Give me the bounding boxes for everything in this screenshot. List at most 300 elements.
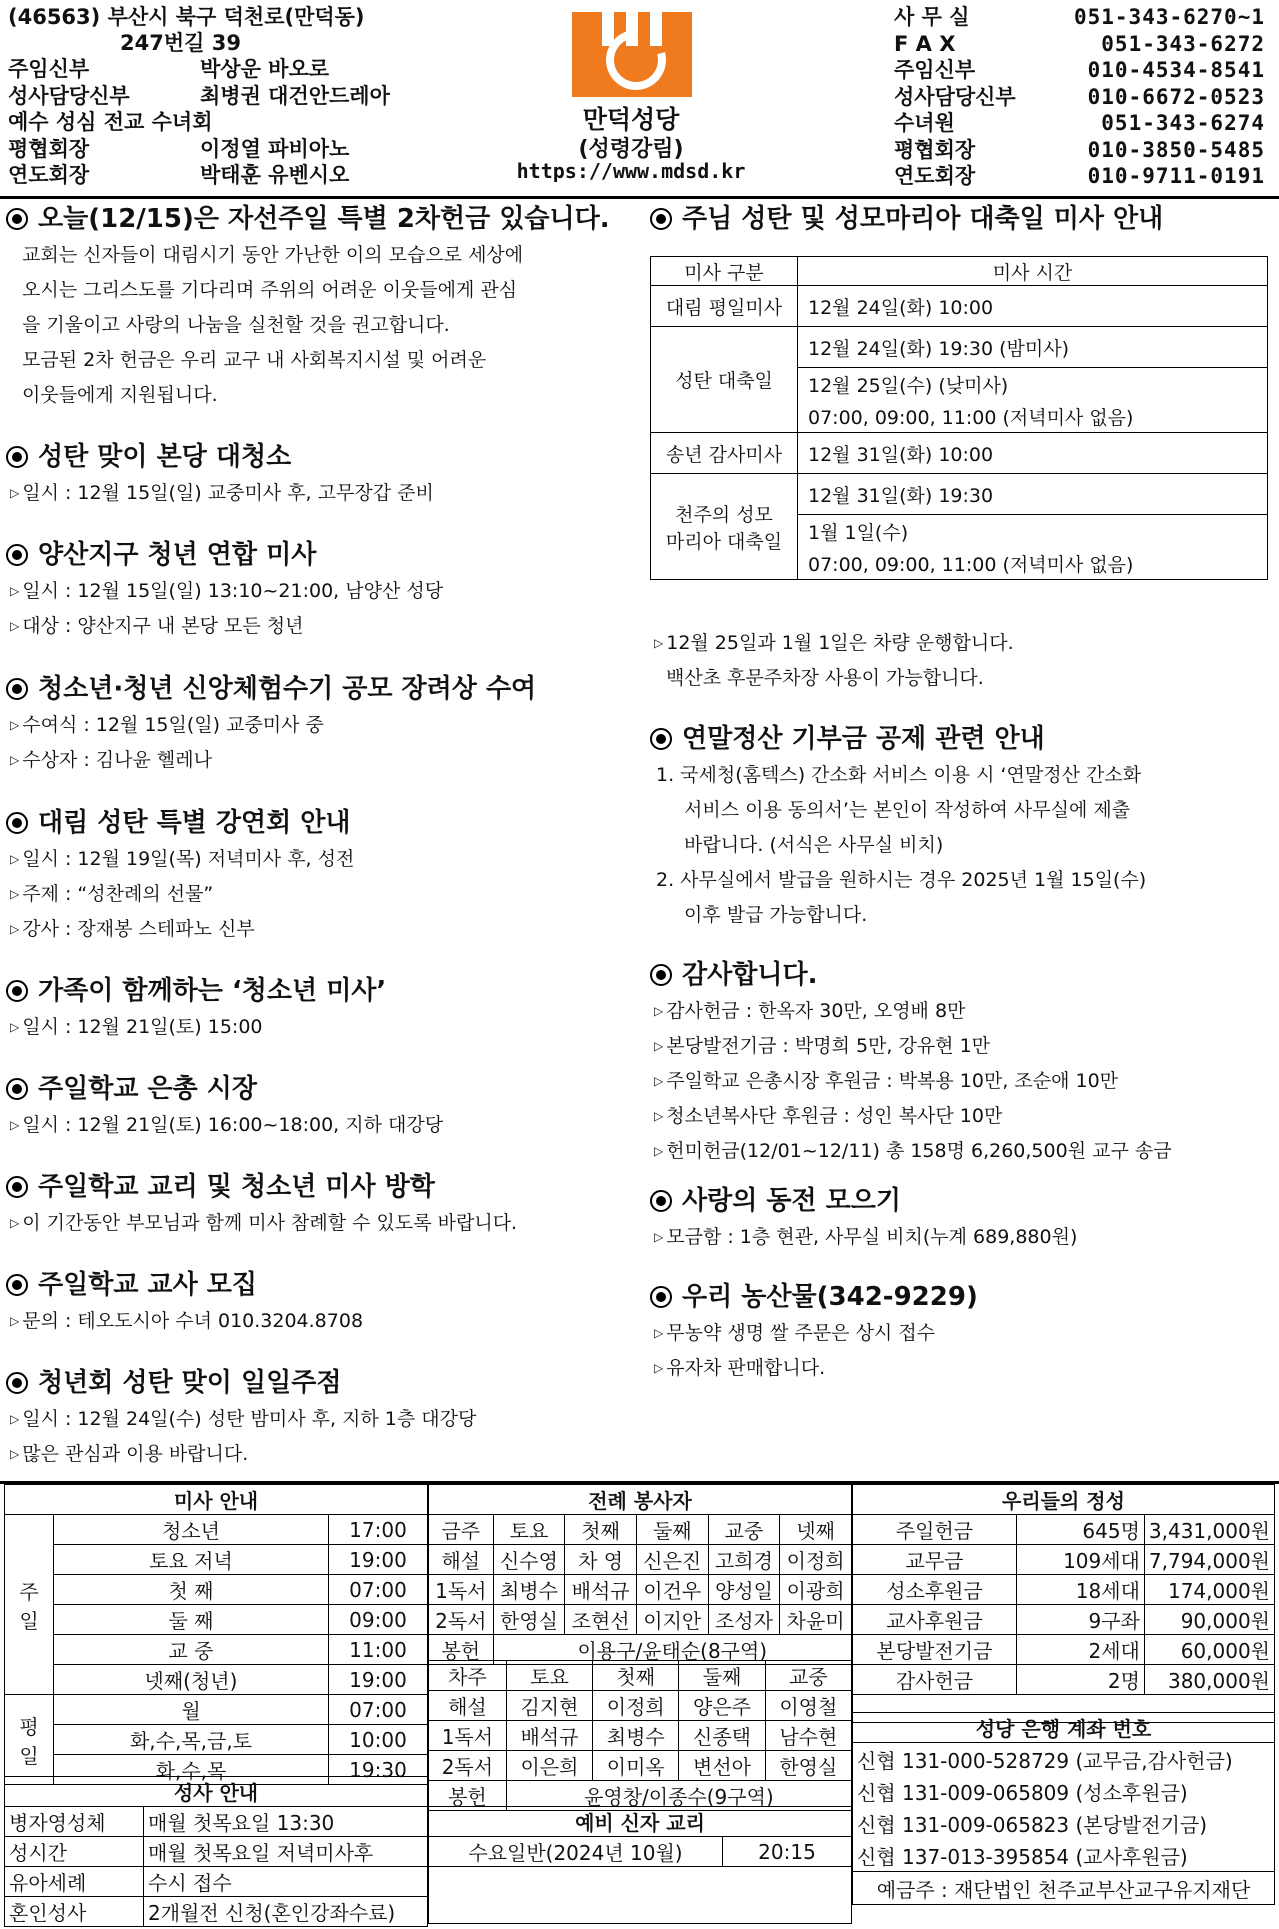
- servers-cell: 조성자: [708, 1605, 780, 1635]
- header-role-name: 박태훈 유벤시오: [200, 163, 350, 187]
- notice-section: [0, 1364, 476, 1472]
- servers-cell: 1독서: [429, 1575, 494, 1605]
- triangle-icon: ▷: [10, 584, 20, 598]
- mass-time: 12월 31일(화) 19:30: [798, 474, 1268, 515]
- triangle-icon: ▷: [10, 852, 20, 866]
- offering-count: 109세대: [1016, 1545, 1144, 1575]
- catechumen-table: [428, 1806, 852, 1924]
- section-item: [0, 877, 354, 912]
- section-title-text: 주님 성탄 및 성모마리아 대축일 미사 안내: [682, 204, 1164, 234]
- section-item: 바랍니다. (서식은 사무실 비치): [684, 834, 944, 856]
- bullet-icon: [6, 446, 28, 468]
- mass-name: 둘 째: [54, 1605, 329, 1635]
- section-item-text: 일시 : 12월 21일(토) 16:00~18:00, 지하 대강당: [22, 1114, 444, 1136]
- triangle-icon: ▷: [654, 1144, 664, 1158]
- servers-header: 첫째: [565, 1515, 637, 1545]
- address-line-2: 247번길 39: [120, 31, 241, 55]
- mass-time: 09:00: [329, 1605, 428, 1635]
- notice-section: [644, 956, 1172, 1169]
- section-item: [644, 994, 1172, 1029]
- contact-label: 주임신부: [894, 58, 976, 82]
- section-item: [0, 708, 536, 743]
- mass-time: 19:00: [329, 1665, 428, 1695]
- section-title-text: 대림 성탄 특별 강연회 안내: [38, 808, 351, 838]
- triangle-icon: ▷: [10, 1447, 20, 1461]
- section-title-text: 양산지구 청년 연합 미사: [38, 540, 317, 570]
- servers-header: 첫째: [593, 1661, 679, 1691]
- section-item-text: 일시 : 12월 15일(일) 13:10~21:00, 남양산 성당: [22, 580, 444, 602]
- section-title-text: 연말정산 기부금 공제 관련 안내: [682, 724, 1045, 754]
- notice-section: [0, 1266, 363, 1339]
- sacrament-detail: 수시 접수: [144, 1867, 428, 1897]
- contact-phone: 051-343-6270~1: [1073, 5, 1265, 29]
- header-role-label: 성사담당신부: [8, 83, 130, 108]
- table-title: 예비 신자 교리: [429, 1807, 852, 1837]
- triangle-icon: ▷: [10, 619, 20, 633]
- header-divider: [0, 196, 1279, 199]
- section-item: [644, 1099, 1172, 1134]
- section-item: [0, 842, 354, 877]
- servers-cell: 변선아: [679, 1751, 765, 1781]
- section-item-text: 12월 25일과 1월 1일은 차량 운행합니다.: [666, 632, 1014, 654]
- header-role-label: 주임신부: [8, 57, 90, 81]
- section-item-text: 일시 : 12월 15일(일) 교중미사 후, 고무장갑 준비: [22, 482, 434, 504]
- section-paragraph-line: 을 기울이고 사랑의 나눔을 실천할 것을 권고합니다.: [22, 314, 450, 336]
- section-paragraph-line: 백산초 후문주차장 사용이 가능합니다.: [666, 667, 984, 689]
- section-item: [0, 1108, 443, 1143]
- notice-section: [644, 1278, 978, 1386]
- section-item-text: 강사 : 장재봉 스테파노 신부: [22, 918, 255, 940]
- section-item-text: 무농약 생명 쌀 주문은 상시 접수: [666, 1322, 936, 1344]
- bullet-icon: [6, 208, 28, 230]
- section-title: [0, 1266, 363, 1304]
- triangle-icon: ▷: [10, 887, 20, 901]
- mass-name: 첫 째: [54, 1575, 329, 1605]
- contact-label: 연도회장: [894, 164, 976, 188]
- offering-count: 18세대: [1016, 1575, 1144, 1605]
- mass-name: 월: [54, 1695, 329, 1725]
- contact-label: F A X: [894, 31, 956, 56]
- section-item: 2. 사무실에서 발급을 원하시는 경우 2025년 1월 15일(수): [656, 869, 1147, 891]
- section-title: [0, 1364, 476, 1402]
- section-title: [0, 1168, 517, 1206]
- section-item: [0, 1402, 476, 1437]
- triangle-icon: ▷: [10, 922, 20, 936]
- church-subtitle: (성령강림): [578, 137, 684, 162]
- section-item: [0, 1304, 363, 1339]
- bottom-tables: [0, 1481, 1279, 1929]
- header-role-label: 연도회장: [8, 163, 90, 187]
- mass-time: 19:30: [329, 1755, 428, 1785]
- section-title-text: 주일학교 은총 시장: [38, 1074, 258, 1104]
- servers-header: 토요: [493, 1515, 565, 1545]
- section-item: [644, 1064, 1172, 1099]
- mass-name: 화,수,목: [54, 1755, 329, 1785]
- section-paragraph-line: 이웃들에게 지원됩니다.: [22, 384, 218, 406]
- mass-time: 17:00: [329, 1515, 428, 1545]
- offering-count: 2세대: [1016, 1635, 1144, 1665]
- mass-time: 12월 24일(화) 19:30 (밤미사): [798, 327, 1268, 368]
- bank-account: 신협 131-009-065823 (본당발전기금): [853, 1807, 1275, 1839]
- offering-count: 645명: [1016, 1515, 1144, 1545]
- servers-cell: 1독서: [429, 1721, 507, 1751]
- section-item: 이후 발급 가능합니다.: [684, 904, 868, 926]
- mass-kind: [651, 433, 798, 474]
- bullet-icon: [650, 728, 672, 750]
- table-title: 우리들의 정성: [853, 1485, 1275, 1515]
- section-item: [0, 1437, 476, 1472]
- section-item-text: 일시 : 12월 21일(토) 15:00: [22, 1016, 263, 1038]
- mass-kind: [651, 327, 798, 433]
- mass-name: 교 중: [54, 1635, 329, 1665]
- servers-cell: 차윤미: [780, 1605, 852, 1635]
- contact-label: 사 무 실: [894, 5, 970, 29]
- servers-cell: 김지현: [506, 1691, 592, 1721]
- section-title: [644, 1182, 1077, 1220]
- section-item-text: 청소년복사단 후원금 : 성인 복사단 10만: [666, 1105, 1003, 1127]
- table-header: 미사 시간: [798, 257, 1268, 286]
- mass-name: 토요 저녁: [54, 1545, 329, 1575]
- section-item-text: 본당발전기금 : 박명희 5만, 강유현 1만: [666, 1035, 991, 1057]
- bank-account: 신협 131-009-065809 (성소후원금): [853, 1775, 1275, 1807]
- servers-cell: 고희경: [708, 1545, 780, 1575]
- servers-cell: 한영실: [765, 1751, 851, 1781]
- bullet-icon: [6, 1078, 28, 1100]
- mass-schedule-table: [4, 1484, 428, 1785]
- weekday-label-char: 일: [19, 1743, 39, 1768]
- table-header: 미사 구분: [651, 257, 798, 286]
- offering-amount: 7,794,000원: [1144, 1545, 1274, 1575]
- catechumen-time: 20:15: [723, 1837, 852, 1867]
- sunday-label-char: 주: [19, 1579, 39, 1604]
- section-title: [0, 804, 354, 842]
- servers-cell: 이정희: [593, 1691, 679, 1721]
- section-item-text: 이 기간동안 부모님과 함께 미사 참례할 수 있도록 바랍니다.: [22, 1212, 518, 1234]
- triangle-icon: ▷: [654, 1326, 664, 1340]
- servers-header: 둘째: [679, 1661, 765, 1691]
- contact-label: 평협회장: [894, 137, 976, 162]
- offering-amount: 380,000원: [1144, 1665, 1274, 1695]
- notice-section: [644, 720, 1146, 933]
- section-item-text: 일시 : 12월 24일(수) 성탄 밤미사 후, 지하 1층 대강당: [22, 1408, 477, 1430]
- table-title: 미사 안내: [5, 1485, 428, 1515]
- offering-name: 성소후원금: [853, 1575, 1017, 1605]
- servers-cell: 이광희: [780, 1575, 852, 1605]
- bullet-icon: [650, 208, 672, 230]
- servers-cell: 조현선: [565, 1605, 637, 1635]
- mass-time: 07:00: [329, 1575, 428, 1605]
- offering-name: 감사헌금: [853, 1665, 1017, 1695]
- mass-time: 12월 24일(화) 10:00: [798, 286, 1268, 327]
- triangle-icon: ▷: [654, 636, 664, 650]
- servers-cell: 이건우: [636, 1575, 708, 1605]
- bank-account: 신협 131-000-528729 (교무금,감사헌금): [853, 1743, 1275, 1776]
- servers-header: 교중: [708, 1515, 780, 1545]
- section-item: [0, 1010, 386, 1045]
- offering-table: [852, 1484, 1275, 1723]
- bullet-icon: [6, 544, 28, 566]
- section-title-text: 성탄 맞이 본당 대청소: [38, 442, 292, 472]
- triangle-icon: ▷: [654, 1361, 664, 1375]
- section-item: 서비스 이용 동의서’는 본인이 작성하여 사무실에 제출: [684, 799, 1131, 821]
- triangle-icon: ▷: [10, 753, 20, 767]
- section-item: [0, 912, 354, 947]
- sacrament-name: 병자영성체: [5, 1807, 144, 1837]
- offering-count: 2명: [1016, 1665, 1144, 1695]
- church-name: 만덕성당: [582, 105, 680, 134]
- section-title: [0, 536, 443, 574]
- section-paragraph-line: 오시는 그리스도를 기다리며 주위의 어려운 이웃들에게 관심: [22, 279, 518, 301]
- mass-name: 청소년: [54, 1515, 329, 1545]
- notice-section: [0, 670, 536, 778]
- mass-name: 화,수,목,금,토: [54, 1725, 329, 1755]
- servers-cell: 봉헌: [429, 1781, 507, 1811]
- header-role-name: 박상운 바오로: [200, 57, 330, 81]
- mass-time: 1월 1일(수): [798, 515, 1268, 548]
- header-role-label: 예수 성심 전교 수녀회: [8, 110, 213, 134]
- mass-kind-text: 송년 감사미사: [665, 443, 783, 466]
- church-url-link[interactable]: https://www.mdsd.kr: [516, 159, 746, 183]
- section-title: [644, 200, 1163, 238]
- section-item: [644, 1351, 978, 1386]
- servers-cell: 신종택: [679, 1721, 765, 1751]
- contact-phone: 051-343-6272: [1101, 31, 1265, 56]
- section-item: [644, 1316, 978, 1351]
- bank-account-table: [852, 1712, 1275, 1905]
- liturgy-servers-table: [428, 1484, 852, 1665]
- triangle-icon: ▷: [10, 718, 20, 732]
- christmas-section: [644, 200, 1163, 238]
- triangle-icon: ▷: [654, 1230, 664, 1244]
- servers-header: 넷째: [780, 1515, 852, 1545]
- contact-label: 수녀원: [894, 111, 955, 135]
- servers-header: 토요: [506, 1661, 592, 1691]
- offering-amount: 3,431,000원: [1144, 1515, 1274, 1545]
- sacrament-detail: 매월 첫목요일 13:30: [144, 1807, 428, 1837]
- offering-count: 9구좌: [1016, 1605, 1144, 1635]
- bullet-icon: [6, 980, 28, 1002]
- section-item: [0, 574, 443, 609]
- section-title: [0, 200, 610, 238]
- sacrament-name: 혼인성사: [5, 1897, 144, 1927]
- bullet-icon: [650, 1286, 672, 1308]
- section-item: [0, 1206, 517, 1241]
- table-title: 전례 봉사자: [429, 1485, 852, 1515]
- offering-amount: 90,000원: [1144, 1605, 1274, 1635]
- servers-cell: 양성일: [708, 1575, 780, 1605]
- address-line-1: (46563) 부산시 북구 덕천로(만덕동): [8, 5, 365, 29]
- bulletin-header: [0, 0, 1279, 196]
- triangle-icon: ▷: [10, 1020, 20, 1034]
- section-item-text: 주일학교 은총시장 후원금 : 박복용 10만, 조순애 10만: [666, 1070, 1119, 1092]
- bullet-icon: [6, 1372, 28, 1394]
- servers-header: 교중: [765, 1661, 851, 1691]
- bullet-icon: [6, 1176, 28, 1198]
- sacrament-detail: 2개월전 신청(혼인강좌수료): [144, 1897, 428, 1927]
- servers-cell: 배석규: [506, 1721, 592, 1751]
- liturgy-servers-next-table: [428, 1660, 852, 1811]
- sacrament-table: [4, 1776, 428, 1927]
- mass-kind-text: 대림 평일미사: [665, 296, 783, 319]
- servers-cell: 한영실: [493, 1605, 565, 1635]
- section-title: [644, 956, 1172, 994]
- section-title: [644, 720, 1146, 758]
- section-item-text: 문의 : 테오도시아 수녀 010.3204.8708: [22, 1310, 364, 1332]
- section-title-text: 감사합니다.: [682, 960, 818, 990]
- servers-cell: 신은진: [636, 1545, 708, 1575]
- offering-amount: 60,000원: [1144, 1635, 1274, 1665]
- section-title-text: 청년회 성탄 맞이 일일주점: [38, 1368, 342, 1398]
- notice-section: [0, 972, 386, 1045]
- offering-amount: 174,000원: [1144, 1575, 1274, 1605]
- sacrament-name: 성시간: [5, 1837, 144, 1867]
- contact-phone: 010-9711-0191: [1087, 164, 1265, 188]
- servers-cell: 최병수: [493, 1575, 565, 1605]
- triangle-icon: ▷: [10, 486, 20, 500]
- servers-cell: 신수영: [493, 1545, 565, 1575]
- servers-header: 둘째: [636, 1515, 708, 1545]
- notice-section: [0, 1070, 443, 1143]
- weekday-label-char: 평: [19, 1714, 39, 1739]
- triangle-icon: ▷: [10, 1118, 20, 1132]
- bullet-icon: [6, 1274, 28, 1296]
- section-title: [0, 670, 536, 708]
- mass-time: 10:00: [329, 1725, 428, 1755]
- section-item: [0, 743, 536, 778]
- christmas-notes: [644, 626, 1014, 696]
- mass-time: 11:00: [329, 1635, 428, 1665]
- section-item-text: 많은 관심과 이용 바랍니다.: [22, 1443, 249, 1465]
- sunday-label: [5, 1515, 54, 1695]
- section-item-text: 수여식 : 12월 15일(일) 교중미사 중: [22, 714, 324, 736]
- mass-kind-text: 성탄 대축일: [675, 370, 773, 392]
- bullet-icon: [6, 678, 28, 700]
- section-item: [0, 609, 443, 644]
- servers-cell: 해설: [429, 1691, 507, 1721]
- servers-cell: 이은희: [506, 1751, 592, 1781]
- servers-cell: 이지안: [636, 1605, 708, 1635]
- section-title-text: 주일학교 교사 모집: [38, 1270, 258, 1300]
- bullet-icon: [6, 812, 28, 834]
- section-title-text: 주일학교 교리 및 청소년 미사 방학: [38, 1172, 435, 1202]
- catechumen-desc: 수요일반(2024년 10월): [429, 1837, 723, 1867]
- triangle-icon: ▷: [654, 1004, 664, 1018]
- section-item-text: 일시 : 12월 19일(목) 저녁미사 후, 성전: [22, 848, 355, 870]
- section-item-text: 감사헌금 : 한옥자 30만, 오영배 8만: [666, 1000, 966, 1022]
- mass-kind: [651, 474, 798, 580]
- section-item: [644, 1029, 1172, 1064]
- section-paragraph-line: 교회는 신자들이 대림시기 동안 가난한 이의 모습으로 세상에: [22, 244, 524, 266]
- section-paragraph-line: 모금된 2차 헌금은 우리 교구 내 사회복지시설 및 어려운: [22, 349, 487, 371]
- section-item: 1. 국세청(홈텍스) 간소화 서비스 이용 시 ‘연말정산 간소화: [656, 764, 1142, 786]
- sacrament-detail: 매월 첫목요일 저녁미사후: [144, 1837, 428, 1867]
- section-item-text: 주제 : “성찬례의 선물”: [22, 883, 214, 905]
- header-role-label: 평협회장: [8, 136, 90, 161]
- header-role-name: 이정열 파비아노: [200, 136, 350, 161]
- account-holder: 예금주 : 재단법인 천주교부산교구유지재단: [853, 1872, 1275, 1905]
- notice-section: [0, 1168, 517, 1241]
- weekday-label: [5, 1695, 54, 1785]
- section-title: [0, 438, 434, 476]
- servers-cell: 차 영: [565, 1545, 637, 1575]
- notice-section: [0, 536, 443, 644]
- church-logo-icon: [572, 12, 692, 97]
- bullet-icon: [650, 1190, 672, 1212]
- offering-name: 주일헌금: [853, 1515, 1017, 1545]
- mass-kind: [651, 286, 798, 327]
- contact-phone: 010-6672-0523: [1087, 84, 1265, 109]
- servers-cell: 봉헌: [429, 1635, 494, 1665]
- servers-header: 차주: [429, 1661, 507, 1691]
- servers-cell: 윤영창/이종수(9구역): [506, 1781, 851, 1811]
- section-item-text: 수상자 : 김나윤 헬레나: [22, 749, 212, 771]
- sunday-label-char: 일: [19, 1608, 39, 1633]
- section-title-text: 사랑의 동전 모으기: [682, 1186, 902, 1216]
- section-item-text: 유자차 판매합니다.: [666, 1357, 826, 1379]
- notice-section: [0, 200, 610, 413]
- section-title: [0, 972, 386, 1010]
- offering-name: 교무금: [853, 1545, 1017, 1575]
- header-role-name: 최병권 대건안드레아: [200, 83, 390, 108]
- triangle-icon: ▷: [10, 1216, 20, 1230]
- mass-kind-text: 천주의 성모: [675, 503, 773, 526]
- servers-header: 금주: [429, 1515, 494, 1545]
- mass-time: 07:00, 09:00, 11:00 (저녁미사 없음): [798, 400, 1268, 433]
- servers-cell: 배석규: [565, 1575, 637, 1605]
- servers-cell: 최병수: [593, 1721, 679, 1751]
- notice-section: [0, 438, 434, 511]
- section-title: [0, 1070, 443, 1108]
- triangle-icon: ▷: [10, 1314, 20, 1328]
- section-item: [644, 626, 1014, 661]
- christmas-mass-table: [650, 256, 1268, 580]
- triangle-icon: ▷: [10, 1412, 20, 1426]
- section-item-text: 모금함 : 1층 현관, 사무실 비치(누계 689,880원): [666, 1226, 1078, 1248]
- bank-account: 신협 137-013-395854 (교사후원금): [853, 1839, 1275, 1872]
- servers-cell: 양은주: [679, 1691, 765, 1721]
- triangle-icon: ▷: [654, 1109, 664, 1123]
- triangle-icon: ▷: [654, 1074, 664, 1088]
- servers-cell: 이용구/윤태순(8구역): [493, 1635, 851, 1665]
- contact-label: 성사담당신부: [894, 84, 1016, 109]
- notice-section: [644, 1182, 1077, 1255]
- section-title: [644, 1278, 978, 1316]
- servers-cell: 이영철: [765, 1691, 851, 1721]
- mass-time: 07:00: [329, 1695, 428, 1725]
- section-title-text: 가족이 함께하는 ‘청소년 미사’: [38, 976, 387, 1006]
- contact-phone: 010-4534-8541: [1087, 58, 1265, 82]
- bullet-icon: [650, 964, 672, 986]
- servers-cell: 남수현: [765, 1721, 851, 1751]
- section-item-text: 헌미헌금(12/01~12/11) 총 158명 6,260,500원 교구 송금: [666, 1140, 1172, 1162]
- section-item: [644, 1220, 1077, 1255]
- section-title-text: 청소년·청년 신앙체험수기 공모 장려상 수여: [38, 674, 537, 704]
- section-title-text: 우리 농산물(342-9229): [682, 1282, 978, 1312]
- mass-name: 넷째(청년): [54, 1665, 329, 1695]
- table-title: 성사 안내: [5, 1777, 428, 1807]
- mass-time: 07:00, 09:00, 11:00 (저녁미사 없음): [798, 547, 1268, 580]
- offering-name: 교사후원금: [853, 1605, 1017, 1635]
- notice-section: [0, 804, 354, 947]
- servers-cell: 이미옥: [593, 1751, 679, 1781]
- offering-name: 본당발전기금: [853, 1635, 1017, 1665]
- servers-cell: 2독서: [429, 1751, 507, 1781]
- contact-phone: 051-343-6274: [1101, 111, 1265, 135]
- servers-cell: 이정희: [780, 1545, 852, 1575]
- table-cell: [429, 1867, 852, 1924]
- section-item-text: 대상 : 양산지구 내 본당 모든 청년: [22, 615, 304, 637]
- section-item: [0, 476, 434, 511]
